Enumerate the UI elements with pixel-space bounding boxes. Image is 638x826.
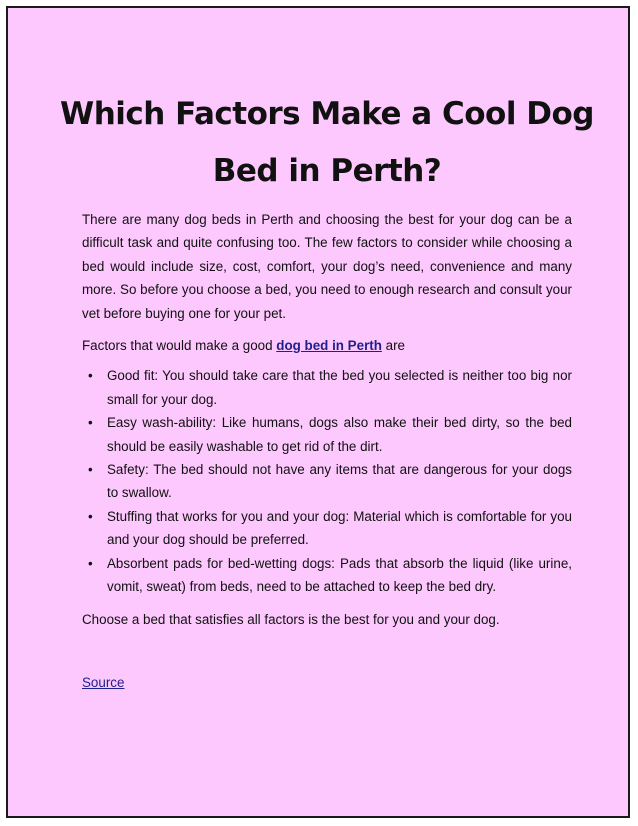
bullet-icon: •: [88, 555, 93, 571]
factor-text: Safety: The bed should not have any items that are dangerous for your dogs to swallow.: [107, 462, 572, 501]
page-frame: [6, 6, 630, 818]
source-paragraph: [82, 671, 572, 694]
list-item: [82, 411, 572, 458]
bullet-icon: •: [88, 462, 93, 478]
factors-lead-suffix: are: [381, 338, 405, 354]
bullet-icon: •: [88, 508, 93, 524]
closing-paragraph: Choose a bed that satisfies all factors is the best for you and your dog.: [82, 611, 500, 627]
bullet-icon: •: [88, 415, 93, 431]
list-item: [82, 552, 572, 599]
bullet-icon: •: [88, 368, 93, 384]
factor-text: Easy wash-ability: Like humans, dogs also make their bed dirty, so the bed should be easily washable to get rid of the dirt.: [107, 415, 572, 454]
factor-text: Absorbent pads for bed-wetting dogs: Pads that absorb the liquid (like urine, vomit, sweat) from beds, need to be attached to keep the bed dry.: [107, 555, 572, 595]
factor-text: Good fit: You should take care that the bed you selected is neither too big nor small for your dog.: [107, 368, 572, 407]
factor-text: Stuffing that works for you and your dog: Material which is comfortable for you and your dog should be preferred.: [107, 508, 572, 548]
intro-paragraph: There are many dog beds in Perth and choosing the best for your dog can be a difficult task and quite confusing too. The few factors to consider while choosing a bed would include size, cost, comfort, your dog’s need, convenience and many more. So before you choose a bed, you need to enough research and consult your vet before buying one for your pet.: [82, 212, 572, 321]
factors-lead-paragraph: [82, 334, 572, 357]
list-item: [82, 505, 572, 552]
factors-list: [82, 364, 572, 598]
source-link[interactable]: Source: [82, 674, 125, 690]
list-item: [82, 364, 572, 411]
page-title: Which Factors Make a Cool Dog Bed in Perth?: [60, 96, 594, 189]
article-body: [82, 208, 572, 694]
factors-lead-text: Factors that would make a good: [82, 338, 277, 354]
dog-bed-in-perth-link[interactable]: dog bed in Perth: [276, 338, 382, 354]
list-item: [82, 458, 572, 505]
